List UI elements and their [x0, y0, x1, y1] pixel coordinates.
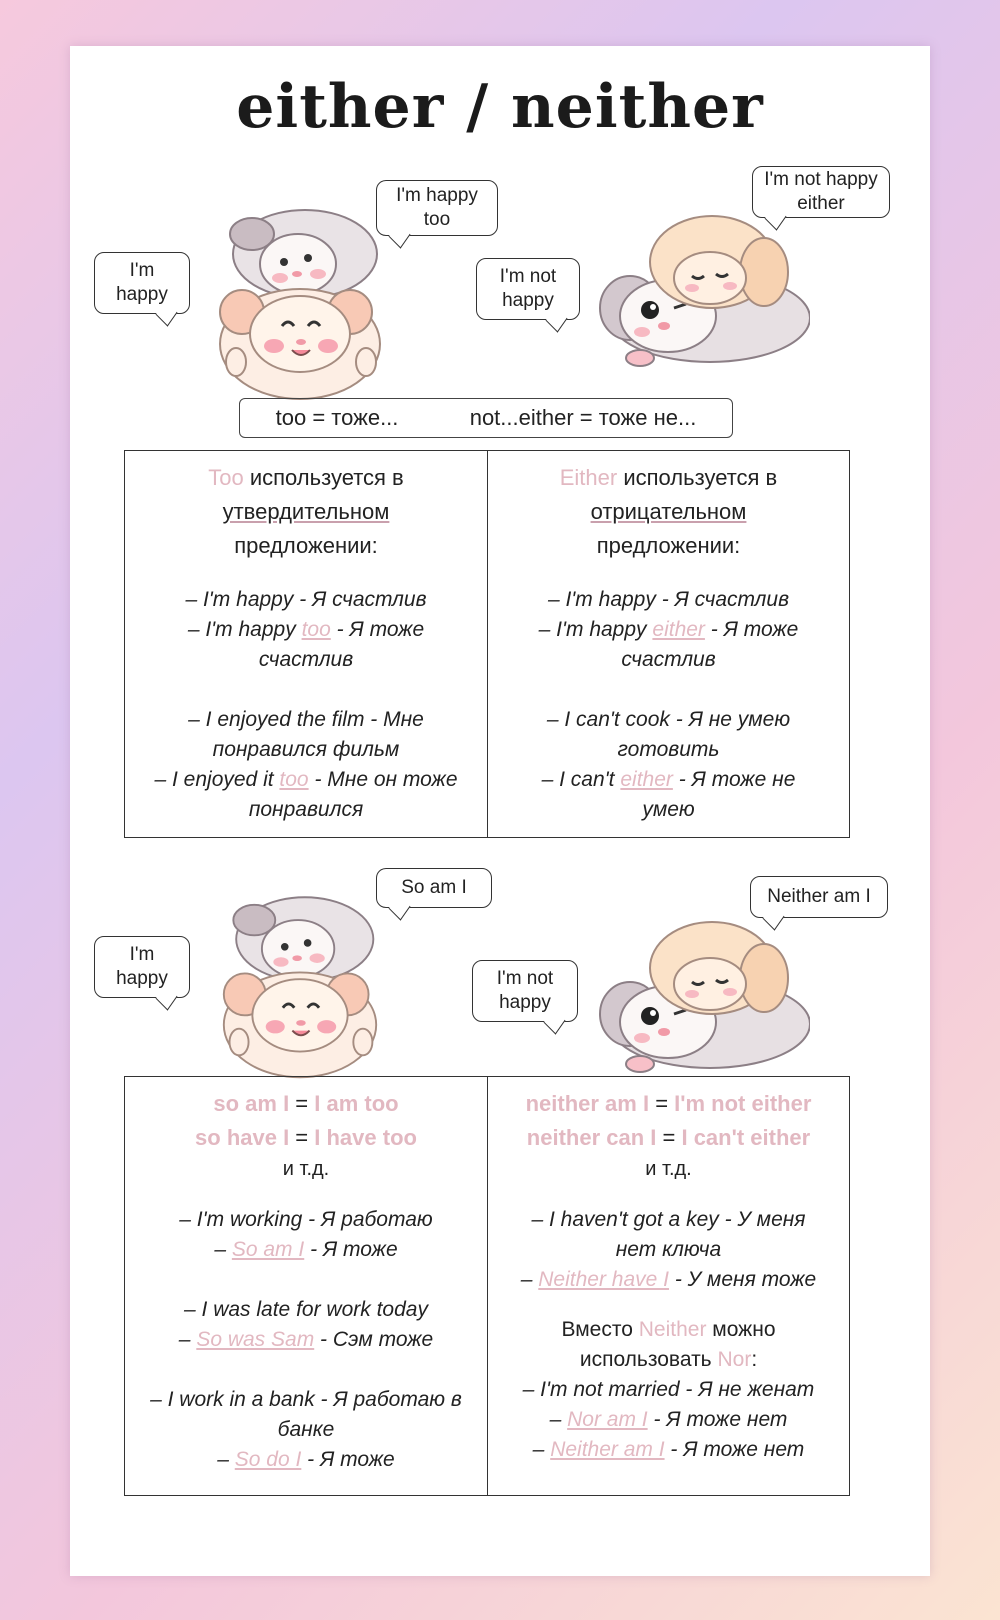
- negative-word: отрицательном: [590, 499, 747, 524]
- example-line: готовить: [617, 738, 720, 761]
- key-phrase: neither am I: [525, 1091, 650, 1116]
- highlight-nor: Nor: [717, 1348, 752, 1371]
- either-column: [487, 451, 849, 837]
- speech-bubble-im-happy: I'm happy: [94, 252, 190, 314]
- example-line: - Сэм тоже: [314, 1328, 434, 1351]
- example-line: – I'm happy: [538, 618, 653, 641]
- example-line: – I'm happy - Я счастлив: [547, 588, 790, 611]
- key-phrase: I am too: [314, 1091, 399, 1116]
- example-line: – I enjoyed the film - Мне: [188, 708, 424, 731]
- example-line: – I'm happy - Я счастлив: [185, 588, 427, 611]
- example-line: – I'm not married - Я не женат: [522, 1378, 815, 1401]
- column-heading-line3: предложении:: [596, 533, 741, 558]
- highlight-so-was-sam: So was Sam: [196, 1328, 315, 1351]
- too-column: [125, 451, 487, 837]
- example-line: - Я тоже не: [672, 768, 796, 791]
- definition-too: too = тоже...: [275, 405, 399, 430]
- speech-bubble-im-happy-too: I'm happy too: [376, 180, 498, 236]
- nor-note: можно: [706, 1318, 776, 1341]
- example-line: - Я тоже: [304, 1238, 398, 1261]
- page-title: either / neither: [236, 72, 764, 142]
- example-line: – I was late for work today: [184, 1298, 428, 1321]
- highlight-neither-am-i: Neither am I: [550, 1438, 665, 1461]
- too-examples: [139, 585, 473, 825]
- speech-bubble-im-not-happy-either: I'm not happy either: [752, 166, 890, 218]
- example-line: понравился: [248, 798, 364, 821]
- highlight-so-do-i: So do I: [234, 1448, 302, 1471]
- affirmative-word: утвердительном: [222, 499, 390, 524]
- example-line: счастлив: [258, 648, 354, 671]
- example-line: - Я тоже нет: [664, 1438, 805, 1461]
- key-phrase: I'm not either: [674, 1091, 812, 1116]
- example-line: – I can't: [541, 768, 621, 791]
- example-line: - Я тоже: [330, 618, 425, 641]
- nor-note: использовать: [579, 1348, 718, 1371]
- key-phrase: I can't either: [681, 1125, 811, 1150]
- highlight-too: too: [301, 618, 331, 641]
- speech-bubble-im-not-happy-2: I'm not happy: [472, 960, 578, 1022]
- example-line: нет ключа: [615, 1238, 722, 1261]
- so-neither-table: [124, 1076, 850, 1496]
- speech-bubble-neither-am-i: Neither am I: [750, 876, 888, 918]
- example-line: – I haven't got a key - У меня: [531, 1208, 806, 1231]
- example-line: – I enjoyed it: [154, 768, 280, 791]
- example-line: –: [520, 1268, 539, 1291]
- highlight-neither: Neither: [638, 1318, 707, 1341]
- sad-mice-illustration-2: [580, 904, 810, 1084]
- key-phrase: so am I: [213, 1091, 290, 1116]
- etc-text: и т.д.: [282, 1158, 330, 1180]
- either-examples: [502, 585, 835, 825]
- nor-note: :: [751, 1348, 758, 1371]
- example-line: –: [178, 1328, 197, 1351]
- example-line: – I'm happy: [187, 618, 302, 641]
- example-line: банке: [277, 1418, 335, 1441]
- example-line: –: [214, 1238, 232, 1261]
- neither-examples: [502, 1205, 835, 1465]
- example-line: - Я тоже нет: [647, 1408, 788, 1431]
- column-heading-text: используется в: [243, 465, 404, 490]
- highlight-neither-have-i: Neither have I: [538, 1268, 670, 1291]
- example-line: умею: [642, 798, 695, 821]
- speech-bubble-im-not-happy: I'm not happy: [476, 258, 580, 320]
- example-line: - Я тоже: [704, 618, 799, 641]
- example-line: - Мне он тоже: [308, 768, 458, 791]
- column-heading-line3: предложении:: [234, 533, 378, 558]
- highlight-so-am-i: So am I: [231, 1238, 305, 1261]
- example-line: счастлив: [621, 648, 716, 671]
- example-line: –: [532, 1438, 551, 1461]
- highlight-either: either: [652, 618, 705, 641]
- speech-bubble-so-am-i: So am I: [376, 868, 492, 908]
- key-phrase: so have I: [195, 1125, 290, 1150]
- definition-either: not...either = тоже не...: [469, 405, 697, 430]
- speech-bubble-im-happy-2: I'm happy: [94, 936, 190, 998]
- example-line: понравился фильм: [212, 738, 400, 761]
- etc-text: и т.д.: [645, 1158, 692, 1180]
- keyword-either: Either: [559, 465, 618, 490]
- column-heading-text: используется в: [617, 465, 778, 490]
- so-column: so am I = I am too so have I = I have too и т.д. – I'm working - Я работаю – So am I - Я тоже – I was late for work today – So was Sam - Сэм тоже – I work in a bank - Я работаю в банке – So do I - Я тоже: [125, 1077, 487, 1495]
- example-line: –: [217, 1448, 235, 1471]
- example-line: –: [549, 1408, 568, 1431]
- so-examples: [139, 1205, 473, 1475]
- key-phrase: I have too: [314, 1125, 417, 1150]
- neither-column: neither am I = I'm not either neither can I = I can't either и т.д. – I haven't got a key - У меня нет ключа – Neither have I - У меня тоже Вместо Neither можно использовать Nor: – I'm not married - Я не женат – Nor am I - Я тоже нет – Neither am I - Я тоже нет: [487, 1077, 849, 1495]
- nor-note: Вместо: [561, 1318, 639, 1341]
- example-line: – I'm working - Я работаю: [179, 1208, 433, 1231]
- poster-sheet: [70, 46, 930, 1576]
- key-phrase: neither can I: [526, 1125, 657, 1150]
- example-line: - У меня тоже: [669, 1268, 817, 1291]
- too-either-table: [124, 450, 850, 838]
- example-line: – I can't cook - Я не умею: [546, 708, 791, 731]
- happy-mice-illustration: [200, 194, 400, 404]
- highlight-either: either: [620, 768, 673, 791]
- highlight-too: too: [279, 768, 309, 791]
- highlight-nor-am-i: Nor am I: [567, 1408, 648, 1431]
- example-line: - Я тоже: [301, 1448, 395, 1471]
- happy-mice-illustration-2: [200, 882, 400, 1082]
- example-line: – I work in a bank - Я работаю в: [150, 1388, 462, 1411]
- definition-box: [239, 398, 733, 438]
- keyword-too: Too: [208, 465, 244, 490]
